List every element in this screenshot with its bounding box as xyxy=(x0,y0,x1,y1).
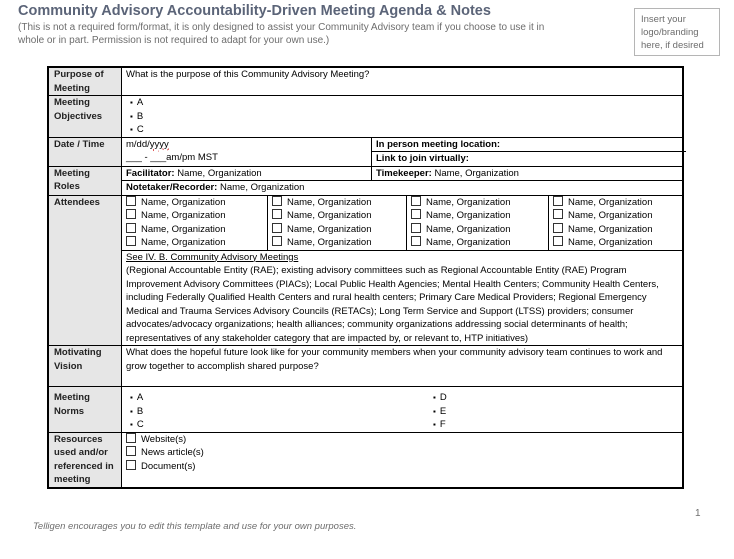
checkbox-icon[interactable] xyxy=(126,236,136,246)
attendee-entry[interactable] xyxy=(272,209,406,223)
attendee-name: Name, Organization xyxy=(426,223,511,235)
notetaker-value: Name, Organization xyxy=(217,182,305,193)
facilitator-label: Facilitator: xyxy=(126,167,175,179)
vision-row xyxy=(48,346,683,387)
document-subtitle: (This is not a required form/format, it is only designed to assist your Community Advisory team if you choose to use it in whole or in part. Permission is not required to adapt for your own use.) xyxy=(18,22,545,46)
roles-label: Meeting Roles xyxy=(48,166,122,195)
datetime-values[interactable] xyxy=(126,138,371,166)
roles-cell xyxy=(122,166,684,195)
resource-label: News article(s) xyxy=(141,447,204,458)
document-title: Community Advisory Accountability-Driven Meeting Agenda & Notes xyxy=(18,3,491,19)
norm-item: ▪ F xyxy=(429,418,682,432)
attendee-entry[interactable] xyxy=(126,236,267,250)
roles-split xyxy=(126,167,682,181)
norms-row xyxy=(48,387,683,433)
date-year: yyyy xyxy=(149,138,169,150)
attendee-entry[interactable] xyxy=(411,236,548,250)
norm-item: ▪ C xyxy=(126,418,429,432)
norm-item: ▪ A xyxy=(126,391,429,405)
time-value: ___ - ___am/pm MST xyxy=(126,152,218,163)
objectives-row xyxy=(48,96,683,138)
attendee-name: Name, Organization xyxy=(568,237,653,248)
attendee-entry[interactable] xyxy=(272,236,406,250)
attendee-name: Name, Organization xyxy=(141,210,226,221)
attendee-name: Name, Organization xyxy=(141,223,226,235)
attendee-name: Name, Organization xyxy=(426,210,511,221)
attendee-name: Name, Organization xyxy=(141,237,226,248)
attendee-guidance xyxy=(122,250,682,346)
attendees-cell xyxy=(122,195,684,346)
attendee-entry[interactable] xyxy=(553,209,688,223)
attendees-row xyxy=(48,195,683,346)
vision-label: Motivating Vision xyxy=(48,346,122,387)
norms-right-list[interactable] xyxy=(429,391,682,432)
checkbox-icon[interactable] xyxy=(553,223,563,233)
attendee-name: Name, Organization xyxy=(568,210,653,221)
attendee-entry[interactable] xyxy=(411,223,548,237)
checkbox-icon[interactable] xyxy=(553,209,563,219)
checkbox-icon[interactable] xyxy=(126,460,136,470)
resource-item[interactable] xyxy=(126,460,678,474)
objective-item: ▪ A xyxy=(126,96,678,110)
attendees-grid xyxy=(126,196,682,250)
checkbox-icon[interactable] xyxy=(126,223,136,233)
notetaker-split xyxy=(122,180,682,195)
datetime-cell xyxy=(122,137,684,166)
norms-label: Meeting Norms xyxy=(48,387,122,433)
attendee-name: Name, Organization xyxy=(568,196,653,208)
attendee-entry[interactable] xyxy=(553,236,688,250)
location-label: In person meeting location: xyxy=(376,138,501,150)
timekeeper-value: Name, Organization xyxy=(431,167,519,179)
attendee-name: Name, Organization xyxy=(426,237,511,248)
resource-label: Document(s) xyxy=(141,460,196,472)
norm-item: ▪ B xyxy=(126,405,429,419)
resources-label: Resources used and/or referenced in meeting xyxy=(48,432,122,488)
attendee-column xyxy=(406,196,548,250)
vision-text[interactable]: What does the hopeful future look like for your community members when your community advisory team continues to work and grow together to accomplish shared purpose? xyxy=(122,346,684,387)
see-section-link[interactable]: See IV. B. Community Advisory Meetings xyxy=(126,251,299,263)
roles-row xyxy=(48,166,683,195)
datetime-row xyxy=(48,137,683,166)
checkbox-icon[interactable] xyxy=(411,196,421,206)
attendee-entry[interactable] xyxy=(553,196,688,210)
attendee-entry[interactable] xyxy=(126,209,267,223)
checkbox-icon[interactable] xyxy=(272,209,282,219)
attendee-column xyxy=(548,196,688,250)
checkbox-icon[interactable] xyxy=(272,223,282,233)
checkbox-icon[interactable] xyxy=(272,196,282,206)
attendee-description: (Regional Accountable Entity (RAE); existing advisory committees such as Regional Accountable Entity (RAE) Program Improvement Advisory Committees (PIACs); Local Public Health Agencies; Mental Health Centers; Community Health Centers, including Federally Qualified Health Centers and rural health centers; Primary Care Medical Providers; Regional Emergency Medical and Trauma Services Advisory Councils (RETACs); Long Term Service and Support (LTSS) providers; consumer advocates/advocacy organizations; health alliances; community organizations addressing social determinants of health; representatives of any stakeholder category that are impacted by, or relevant to, HTP initiatives) xyxy=(126,265,659,344)
checkbox-icon[interactable] xyxy=(553,196,563,206)
objectives-list[interactable] xyxy=(122,96,684,138)
resources-row xyxy=(48,432,683,488)
location-cells[interactable] xyxy=(371,138,682,166)
attendee-entry[interactable] xyxy=(272,196,406,210)
attendee-name: Name, Organization xyxy=(287,237,372,248)
checkbox-icon[interactable] xyxy=(411,209,421,219)
checkbox-icon[interactable] xyxy=(126,446,136,456)
attendee-name: Name, Organization xyxy=(141,196,226,208)
objective-item: ▪ B xyxy=(126,110,678,124)
logo-placeholder: Insert your logo/branding here, if desired xyxy=(634,8,720,56)
resource-item[interactable] xyxy=(126,446,678,460)
attendee-entry[interactable] xyxy=(411,209,548,223)
page-number: 1 xyxy=(695,508,701,519)
datetime-label: Date / Time xyxy=(48,137,122,166)
agenda-table xyxy=(47,66,684,489)
datetime-split xyxy=(126,138,682,166)
timekeeper-label: Timekeeper: xyxy=(376,167,432,179)
attendee-entry[interactable] xyxy=(126,223,267,237)
resource-item[interactable] xyxy=(126,433,678,447)
purpose-row xyxy=(48,67,683,96)
attendee-entry[interactable] xyxy=(553,223,688,237)
attendee-name: Name, Organization xyxy=(568,223,653,235)
checkbox-icon[interactable] xyxy=(553,236,563,246)
objectives-label: Meeting Objectives xyxy=(48,96,122,138)
purpose-text[interactable]: What is the purpose of this Community Advisory Meeting? xyxy=(122,67,684,96)
checkbox-icon[interactable] xyxy=(126,209,136,219)
resource-label: Website(s) xyxy=(141,433,187,445)
norms-grid xyxy=(126,391,682,432)
checkbox-icon[interactable] xyxy=(272,236,282,246)
attendee-name: Name, Organization xyxy=(287,196,372,208)
norms-cell xyxy=(122,387,684,433)
notetaker-field[interactable] xyxy=(126,181,371,195)
facilitator-value: Name, Organization xyxy=(174,167,262,179)
attendee-name: Name, Organization xyxy=(287,210,372,221)
attendee-name: Name, Organization xyxy=(426,196,511,208)
timekeeper-field[interactable] xyxy=(371,167,682,181)
empty-cell xyxy=(371,181,682,195)
objective-item: ▪ C xyxy=(126,123,678,137)
attendee-entry[interactable] xyxy=(126,196,267,210)
norm-item: ▪ D xyxy=(429,391,682,405)
virtual-link-label: Link to join virtually: xyxy=(376,153,469,164)
attendee-column xyxy=(126,196,267,250)
attendees-label: Attendees xyxy=(48,195,122,346)
norms-left-list[interactable] xyxy=(126,391,429,432)
attendee-entry[interactable] xyxy=(272,223,406,237)
notetaker-label: Notetaker/Recorder: xyxy=(126,182,218,193)
checkbox-icon[interactable] xyxy=(126,433,136,443)
date-value xyxy=(126,138,371,152)
attendee-name: Name, Organization xyxy=(287,223,372,235)
facilitator-field[interactable] xyxy=(126,167,371,181)
attendee-entry[interactable] xyxy=(411,196,548,210)
resources-list xyxy=(122,432,684,488)
checkbox-icon[interactable] xyxy=(411,236,421,246)
attendee-column xyxy=(267,196,406,250)
purpose-label: Purpose of Meeting xyxy=(48,67,122,96)
checkbox-icon[interactable] xyxy=(411,223,421,233)
norm-item: ▪ E xyxy=(429,405,682,419)
date-prefix: m/dd/ xyxy=(126,138,150,150)
checkbox-icon[interactable] xyxy=(126,196,136,206)
footer-note: Telligen encourages you to edit this template and use for your own purposes. xyxy=(33,521,357,532)
